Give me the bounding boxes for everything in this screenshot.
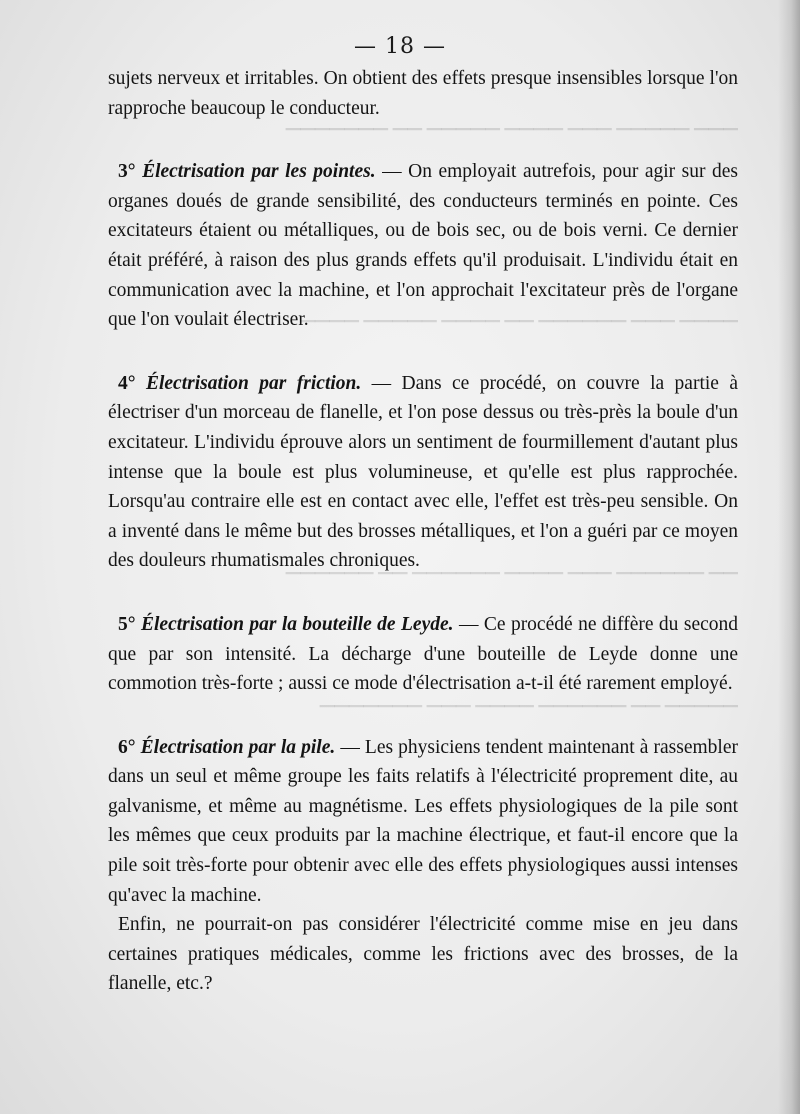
section-number: 4° [118, 372, 136, 394]
bleed-through-line: ▔▔▔▔ ▔▔▔ ▔▔▔▔▔▔ ▔▔ ▔▔▔▔ ▔▔▔▔▔ ▔▔▔▔ [300, 321, 738, 342]
paragraph-body: Enfin, ne pourrait-on pas considérer l'électricité comme mise en jeu dans certaines pratiques médicales, comme les frictions avec des brosses, de la flanelle, etc.? [108, 914, 738, 995]
section-body: — Les physiciens tendent maintenant à rassembler dans un seul et même groupe les faits relatifs à l'électricité proprement dite, au galvanisme, et même au magnétisme. Les effets physiologiques de la pile sont les mêmes que ceux produits par la machine électrique, et faut-il encore que la pile soit très-forte pour obtenir avec elle des effets physiologiques aussi intenses qu'avec la machine. [108, 736, 738, 906]
section-number: 5° [118, 613, 136, 635]
paragraph-body: sujets nerveux et irritables. On obtient des effets presque insensibles lorsque l'on rapproche beaucoup le conducteur. [108, 68, 738, 119]
page-edge-shadow [778, 0, 800, 1114]
section-body: — Dans ce procédé, on couvre la partie à électriser d'un morceau de flanelle, et l'on pose dessus ou très-près la boule d'un excitateur. L'individu éprouve alors un sentiment de fourmillement d'autant plus intense que la boule est plus volumineuse, et qu'elle est plus rapprochée. Lorsqu'au contraire elle est en contact avec elle, l'effet est très-peu sensible. On a inventé dans le même but des brosses métalliques, et l'on a guéri par ce moyen des douleurs rhumatismales chroniques. [108, 372, 738, 572]
section-number: 6° [118, 736, 136, 758]
paragraph-closing [108, 910, 738, 999]
section-heading: Électrisation par la bouteille de Leyde. [140, 613, 454, 635]
bleed-through-line: ▔▔ ▔▔▔▔▔▔ ▔▔▔ ▔▔▔▔ ▔▔▔▔▔▔ ▔▔ ▔▔▔▔▔▔ [285, 573, 738, 594]
section-friction [108, 369, 738, 576]
section-heading: Électrisation par la pile. [140, 736, 336, 758]
page-body [108, 64, 738, 999]
section-body: — Ce procédé ne diffère du second que par son intensité. La décharge d'une bouteille de Leyde donne une commotion très-forte ; aussi ce mode d'électrisation a-t-il été rarement employé. [108, 613, 738, 695]
section-heading: Électrisation par friction. [145, 372, 362, 394]
section-heading: Électrisation par les pointes. [142, 161, 376, 183]
section-leyde [108, 610, 738, 699]
section-number: 3° [118, 161, 136, 183]
bleed-through-line: ▔▔▔ ▔▔▔▔▔ ▔▔▔ ▔▔▔▔ ▔▔▔▔▔ ▔▔ ▔▔▔▔▔▔▔ [285, 129, 738, 150]
paragraph-continuation [108, 64, 738, 123]
section-pile [108, 733, 738, 911]
section-body: — On employait autrefois, pour agir sur des organes doués de grande sensibilité, des conducteurs terminés en pointe. Ces excitateurs étaient ou métalliques, ou de bois sec, ou de bois verni. Ce dernier était préféré, à raison des plus grands effets qu'il produisait. L'individu était en communication avec la machine, et l'on approchait l'excitateur près de l'organe que l'on voulait électriser. [108, 161, 738, 331]
bleed-through-line: ▔▔▔▔▔ ▔▔ ▔▔▔▔▔▔ ▔▔▔▔ ▔▔▔ ▔▔▔▔▔▔▔ [319, 706, 738, 727]
section-pointes [108, 157, 738, 335]
page-number: — 18 — [354, 34, 446, 59]
